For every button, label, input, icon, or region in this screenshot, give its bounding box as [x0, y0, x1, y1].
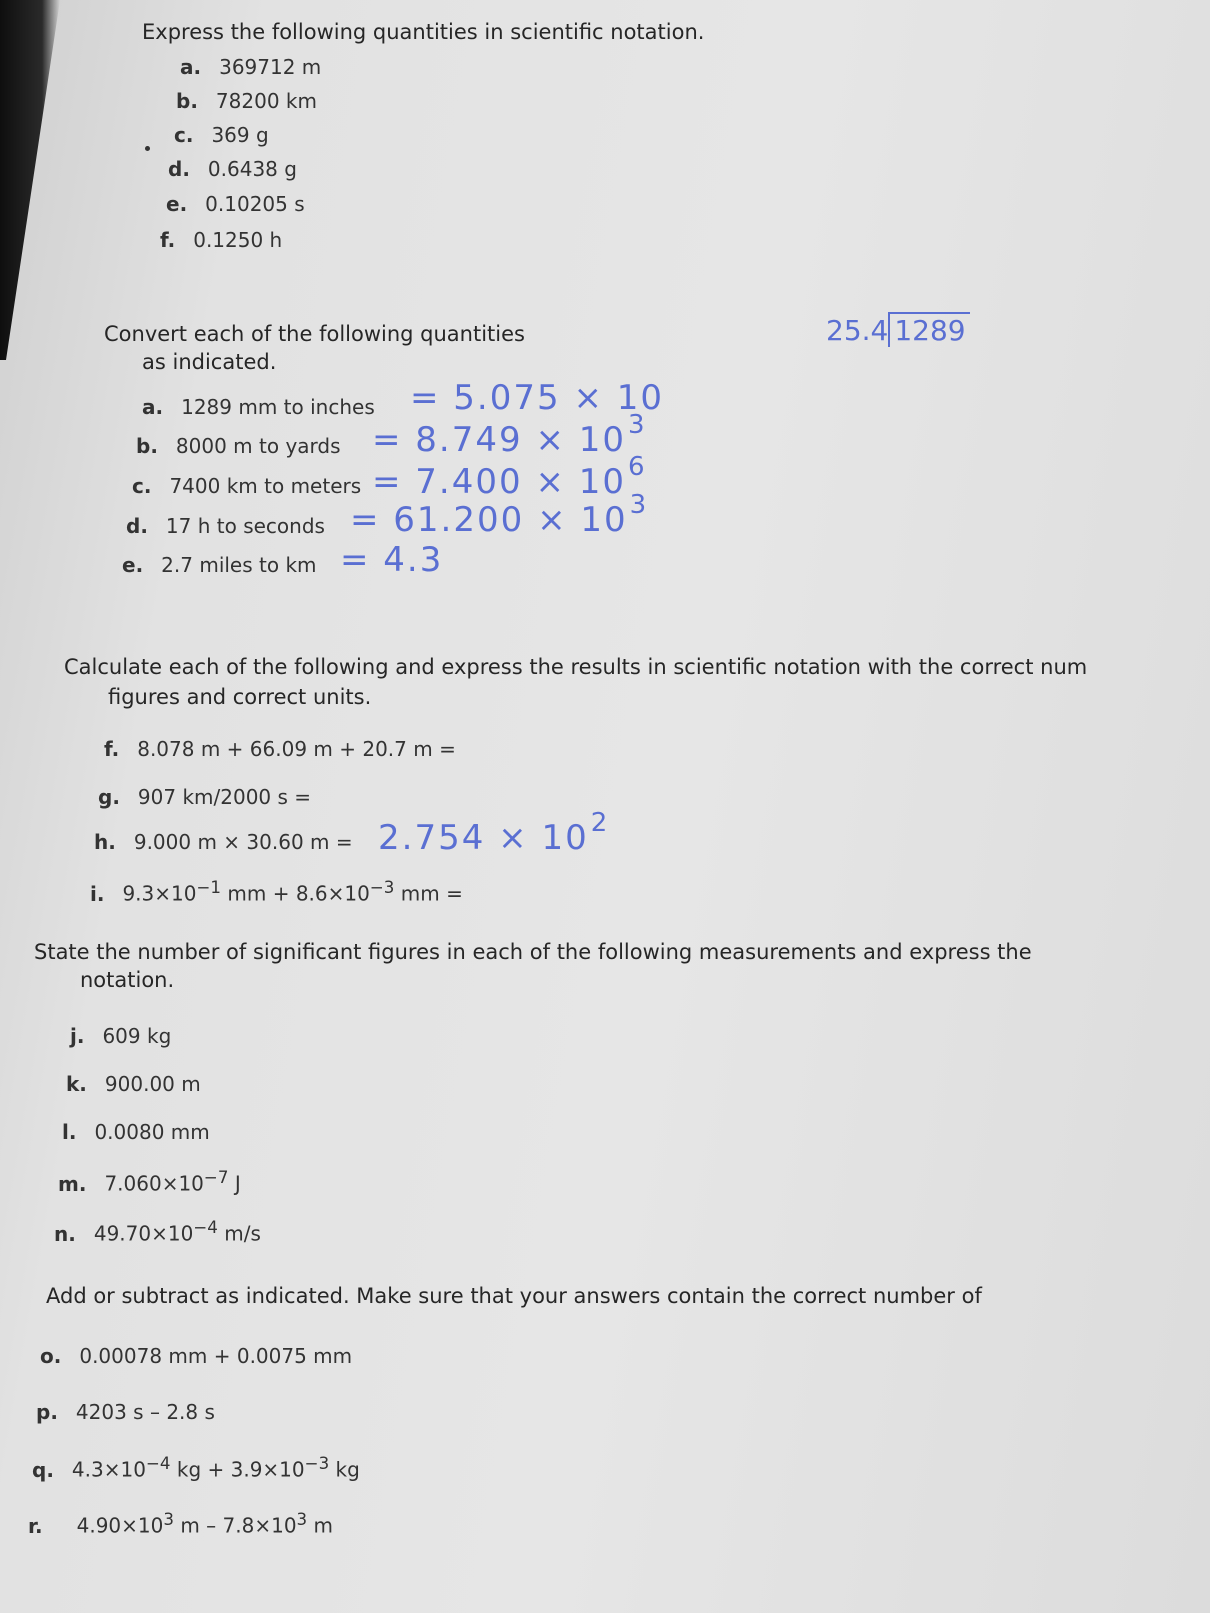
list-item: h. 9.000 m × 30.60 m =: [94, 830, 353, 854]
handwritten-answer: = 5.075 × 10: [410, 378, 664, 418]
list-item: a. 1289 mm to inches: [142, 395, 375, 419]
section2-heading: Convert each of the following quantities: [104, 322, 525, 346]
section4-heading-cont: notation.: [80, 968, 175, 992]
handwritten-answer: = 4.3: [340, 540, 444, 580]
list-item: p. 4203 s – 2.8 s: [36, 1400, 215, 1424]
list-item: a. 369712 m: [180, 55, 322, 79]
pen-mark-dot: [145, 146, 150, 151]
list-item: f. 0.1250 h: [160, 228, 283, 252]
list-item: f. 8.078 m + 66.09 m + 20.7 m =: [104, 737, 456, 761]
desk-edge-shadow: [0, 0, 60, 360]
list-item: c. 369 g: [174, 123, 269, 147]
list-item: j. 609 kg: [70, 1024, 172, 1048]
list-item: b. 78200 km: [176, 89, 317, 113]
section1-heading: Express the following quantities in scientific notation.: [142, 20, 705, 44]
list-item: o. 0.00078 mm + 0.0075 mm: [40, 1344, 353, 1368]
list-item: e. 0.10205 s: [166, 192, 305, 216]
section3-heading: Calculate each of the following and express the results in scientific notation with the correct num: [64, 655, 1088, 679]
section5-heading: Add or subtract as indicated. Make sure that your answers contain the correct number of: [46, 1284, 982, 1308]
list-item: e. 2.7 miles to km: [122, 553, 317, 577]
list-item: k. 900.00 m: [66, 1072, 201, 1096]
handwritten-answer: $2.754 \times 10^2$: [378, 808, 610, 858]
handwritten-answer: = $61.200 \times 10^3$: [350, 490, 649, 540]
list-item: d. 0.6438 g: [168, 157, 297, 181]
section4-heading: State the number of significant figures in each of the following measurements and express the: [34, 940, 1032, 964]
list-item: r. $4.90\times 10^3$ $m - 7.8\times 10^3$ m: [28, 1510, 333, 1538]
handwritten-answer: = $8.749 \times 10^3$: [372, 410, 647, 460]
list-item: g. 907 km/2000 s =: [98, 785, 312, 809]
list-item: n. $49.70\times 10^{-4}$ m/s: [54, 1218, 261, 1246]
section2-heading-cont: as indicated.: [142, 350, 277, 374]
section3-heading-cont: figures and correct units.: [108, 685, 372, 709]
list-item: b. 8000 m to yards: [136, 434, 341, 458]
list-item: q. $4.3\times 10^{-4}$ kg + $3.9\times 10^{-3}$ kg: [32, 1454, 360, 1482]
handwritten-long-division: 25.4 1289: [826, 312, 970, 347]
list-item: d. 17 h to seconds: [126, 514, 325, 538]
handwritten-answer: = $7.400 \times 10^6$: [372, 452, 647, 502]
list-item: c. 7400 km to meters: [132, 474, 362, 498]
list-item: l. 0.0080 mm: [62, 1120, 210, 1144]
list-item: i. $9.3\times 10^{-1}$ mm + $8.6\times 10^{-3}$ mm =: [90, 878, 463, 906]
list-item: m. $7.060\times 10^{-7}$ J: [58, 1168, 241, 1196]
